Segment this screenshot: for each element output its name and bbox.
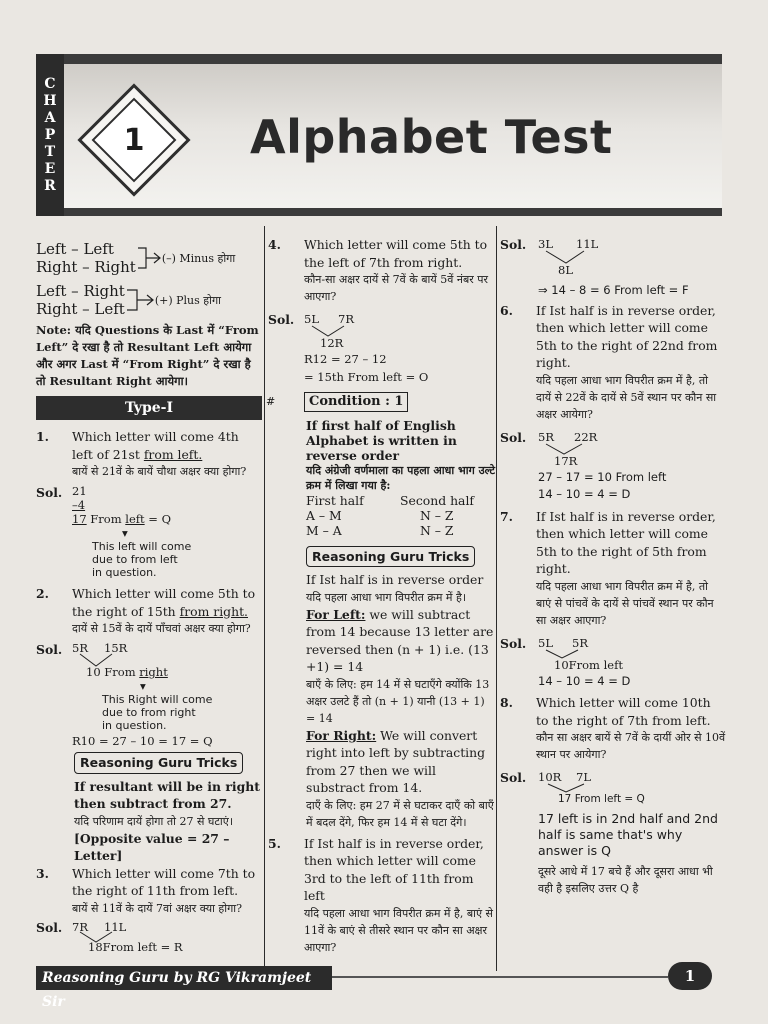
diagram-bottom: 12R: [320, 336, 344, 350]
v-diagram: [304, 311, 496, 351]
column-2: [268, 236, 496, 956]
sol-calc: 14 – 10 = 4 = D: [538, 673, 631, 688]
sol-calc: ⇒ 14 – 8 = 6 From left = F: [538, 283, 689, 297]
question-1: [36, 428, 262, 480]
diagram-bottom: 10From left: [554, 657, 623, 672]
solution-1: [36, 484, 262, 579]
chapter-number: 1: [123, 122, 145, 158]
question-hindi: बायें से 21वें के बायें चौथा अक्षर क्या होगा?: [72, 465, 247, 478]
sol-label: Sol.: [500, 770, 527, 785]
diagram-left: 3L: [538, 237, 553, 251]
sol-label: Sol.: [500, 237, 527, 252]
sol-value: From: [90, 512, 122, 526]
rule-result: (–) Minus होगा: [161, 251, 236, 265]
sol-label: Sol.: [36, 485, 63, 500]
trick-opposite: [Opposite value = 27 – Letter]: [74, 830, 230, 863]
v-diagram: [536, 429, 726, 469]
question-hindi: यदि पहला आधा भाग विपरीत क्रम में है, तो दायें से 22वें के दायें से 5वें स्थान पर कौन सा अक्षर आयेगा?: [536, 373, 717, 421]
diagram-bottom: 8L: [558, 263, 573, 277]
sol-note: due to from left: [92, 553, 178, 566]
question-text: If Ist half is in reverse order, then which letter will come 5th to the right of 22nd from right.: [536, 302, 718, 370]
trick-hindi: बाएँ के लिए: हम 14 में से घटाएँगे क्योंकि 13 अक्षर उलटे हैं तो (n + 1) यानी (13 + 1) = 14: [306, 677, 490, 725]
question-number: 4.: [268, 237, 281, 252]
sol-calc: R12 = 27 – 12: [304, 352, 387, 366]
trick-text: We will convert right into left by subtracting from 27 then we will substract from 14.: [306, 727, 486, 795]
bracket-arrow-icon: [125, 282, 155, 318]
chapter-letter: H: [43, 92, 57, 109]
solution-8: [500, 769, 726, 807]
sol-value: left: [125, 512, 145, 526]
trick-hindi: दाएँ के लिए: हम 27 में से घटाकर दाएँ को बाएँ में बदल देंगे, फिर हम 14 में से घटा देंगे।: [306, 798, 494, 829]
question-hindi: कौन सा अक्षर बायें से 7वें के दायीं ओर से 10वें स्थान पर आयेगा?: [536, 731, 726, 761]
diagram-bottom: 17 From left = Q: [558, 793, 645, 805]
sol-value: 21: [72, 484, 87, 498]
v-diagram: [72, 641, 262, 679]
chapter-letter: E: [44, 160, 56, 177]
diagram-right: 7L: [576, 770, 591, 784]
rule-line: Right – Left: [36, 300, 125, 318]
tricks-label: Reasoning Guru Tricks: [74, 752, 243, 774]
chapter-vertical-label: [36, 54, 64, 216]
sol-label: Sol.: [500, 429, 527, 445]
halves-table: [268, 493, 496, 538]
rule-plus: [36, 282, 262, 318]
diagram-left: 5R: [72, 641, 88, 655]
solution-3: [36, 919, 262, 955]
question-3: [36, 865, 262, 917]
rule-minus: [36, 240, 262, 276]
condition-hindi: यदि अंग्रेजी वर्णमाला का पहला आधा भाग उल्टे क्रम में लिखा गया है:: [306, 463, 495, 492]
rule-line: Left – Right: [36, 282, 125, 300]
question-text-underlined: from left.: [143, 446, 203, 462]
sol-note: 17 left is in 2nd half and 2nd half is same that's why answer is Q: [538, 811, 718, 858]
bracket-arrow-icon: [136, 240, 162, 276]
sol-label: Sol.: [36, 919, 63, 935]
diagram-left: 5L: [538, 635, 553, 650]
diagram-left: 5R: [538, 429, 554, 444]
diagram-right: 11L: [576, 237, 599, 251]
question-5: [268, 835, 496, 956]
rule-line: Left – Left: [36, 240, 114, 258]
chapter-number-diamond: [74, 80, 194, 200]
sol-value: –4: [72, 498, 86, 512]
sol-note: This left will come: [92, 540, 192, 553]
table-cell: N – Z: [420, 522, 454, 538]
solution-7: [500, 635, 726, 673]
question-text: Which letter will come 7th to the right of 11th from left.: [72, 865, 256, 898]
question-text-underlined: from right.: [179, 603, 248, 619]
diagram-right: 11L: [104, 919, 127, 934]
rule-result: (+) Plus होगा: [154, 293, 222, 307]
sol-note: in question.: [102, 719, 167, 732]
table-cell: N – Z: [420, 507, 454, 523]
trick-hindi: यदि पहला आधा भाग विपरीत क्रम में है।: [306, 590, 467, 604]
question-hindi: कौन-सा अक्षर दायें से 7वें के बायें 5वें नंबर पर आएगा?: [304, 273, 488, 303]
question-number: 7.: [500, 508, 513, 524]
diagram-bottom: 17R: [554, 453, 578, 468]
page-number: 1: [668, 962, 712, 990]
question-8: [500, 694, 726, 763]
question-number: 2.: [36, 586, 49, 601]
chapter-title: Alphabet Test: [250, 110, 613, 164]
chapter-letter: A: [44, 109, 56, 126]
type-heading: Type-I: [36, 396, 262, 420]
diagram-left: 10R: [538, 770, 562, 784]
sol-note: due to from right: [102, 706, 196, 719]
trick-text: If resultant will be in right then subtract from 27.: [74, 778, 260, 811]
diagram-bottom-underlined: right: [139, 665, 168, 679]
sol-value: = Q: [148, 512, 172, 526]
solution-6: [500, 429, 726, 469]
question-hindi: बायें से 11वें के दायें 7वां अक्षर क्या होगा?: [72, 901, 243, 915]
table-cell: A – M: [306, 507, 342, 523]
condition-text: If first half of English Alphabet is written in reverse order: [306, 417, 457, 463]
trick-text: If Ist half is in reverse order: [306, 572, 484, 587]
sol-calc: 27 – 17 = 10 From left: [538, 469, 667, 484]
footer-rule: [332, 976, 668, 978]
question-text: Which letter will come 5th to the right of 15th: [72, 586, 256, 619]
note-text: यदि Questions के Last में “From Left” दे रखा है तो Resultant Left आयेगा और अगर Last में “From Right” दे रखा है तो Resultant Right आयेगा।: [36, 323, 259, 388]
note: [36, 322, 262, 390]
question-text: Which letter will come 10th to the right of 7th from left.: [536, 695, 711, 728]
chapter-letter: C: [44, 75, 56, 92]
down-arrow-icon: ▾: [140, 679, 146, 693]
rule-line: Right – Right: [36, 258, 136, 276]
condition-1: # Condition : 1: [268, 392, 496, 412]
sol-label: Sol.: [268, 312, 295, 327]
sol-value: 17: [72, 512, 87, 526]
column-1: [36, 236, 262, 955]
sol-calc: R10 = 27 – 10 = 17 = Q: [72, 734, 213, 748]
diagram-bottom: 10 From: [86, 665, 136, 679]
question-text: If Ist half is in reverse order, then which letter will come 3rd to the left of 11th from left: [304, 835, 484, 903]
chapter-letter: P: [44, 126, 56, 143]
solution-4: [268, 311, 496, 386]
column-divider: [496, 226, 497, 971]
sol-hindi: दूसरे आधे में 17 बचे हैं और दूसरा आधा भी वही है इसलिए उत्तर Q है: [538, 865, 713, 895]
sol-calc: = 15th From left = O: [304, 369, 429, 384]
condition-label: Condition : 1: [304, 392, 408, 412]
sol-note: This Right will come: [102, 693, 213, 706]
diagram-right: 5R: [572, 635, 588, 650]
table-header: Second half: [400, 492, 474, 508]
trick-subhead: For Right:: [306, 727, 377, 743]
column-3: [500, 236, 726, 897]
question-2: [36, 585, 262, 637]
question-number: 3.: [36, 865, 49, 881]
question-text: If Ist half is in reverse order, then which letter will come 5th to the right of 5th from right.: [536, 508, 716, 576]
trick-text: we will subtract from 14 because 13 letter are reversed then (n + 1) i.e. (13 +1) = 14: [306, 606, 494, 674]
chapter-letter: T: [44, 143, 56, 160]
question-7: [500, 508, 726, 629]
solution-5: [500, 236, 726, 278]
question-4: [268, 236, 496, 305]
question-number: 8.: [500, 695, 513, 710]
table-header: First half: [306, 492, 364, 508]
diagram-right: 15R: [104, 641, 128, 655]
column-divider: [264, 226, 265, 971]
diagram-left: 5L: [304, 312, 319, 326]
sol-label: Sol.: [36, 642, 63, 657]
v-diagram: [536, 769, 726, 807]
trick-hindi: यदि परिणाम दायें होगा तो 27 से घटाएं।: [74, 814, 234, 828]
sol-label: Sol.: [500, 635, 527, 651]
v-diagram: [536, 635, 726, 673]
chapter-letter: R: [44, 177, 56, 194]
trick-subhead: For Left:: [306, 606, 366, 622]
sol-calc: 14 – 10 = 4 = D: [538, 487, 631, 501]
question-hindi: यदि पहला आधा भाग विपरीत क्रम में है, बाएं से 11वें के बाएं से तीसरे स्थान पर कौन सा अक्षर आएगा?: [304, 906, 493, 954]
down-arrow-icon: ▾: [122, 526, 128, 540]
question-hindi: यदि पहला आधा भाग विपरीत क्रम में है, तो बाएं से पांचवें के दायें से पांचवें स्थान पर कौन सा अक्षर आएगा?: [536, 579, 714, 627]
question-number: 5.: [268, 835, 281, 851]
question-number: 1.: [36, 429, 49, 444]
sol-note: in question.: [92, 566, 157, 579]
table-cell: M – A: [306, 522, 342, 538]
question-6: [500, 302, 726, 423]
question-text: Which letter will come 4th left of 21st: [72, 429, 239, 462]
diagram-right: 7R: [338, 312, 354, 326]
question-hindi: दायें से 15वें के दायें पाँचवां अक्षर क्या होगा?: [72, 622, 251, 635]
diagram-right: 22R: [574, 429, 598, 444]
diagram-left: 7R: [72, 919, 88, 934]
v-diagram: [536, 236, 726, 278]
question-text: Which letter will come 5th to the left of 7th from right.: [304, 237, 488, 270]
diagram-bottom: 18From left = R: [88, 939, 183, 954]
solution-2: [36, 641, 262, 748]
question-number: 6.: [500, 302, 513, 318]
tricks-label: Reasoning Guru Tricks: [306, 546, 475, 568]
footer-brand: Reasoning Guru by RG Vikramjeet Sir: [36, 966, 332, 990]
note-label: Note:: [36, 323, 72, 337]
